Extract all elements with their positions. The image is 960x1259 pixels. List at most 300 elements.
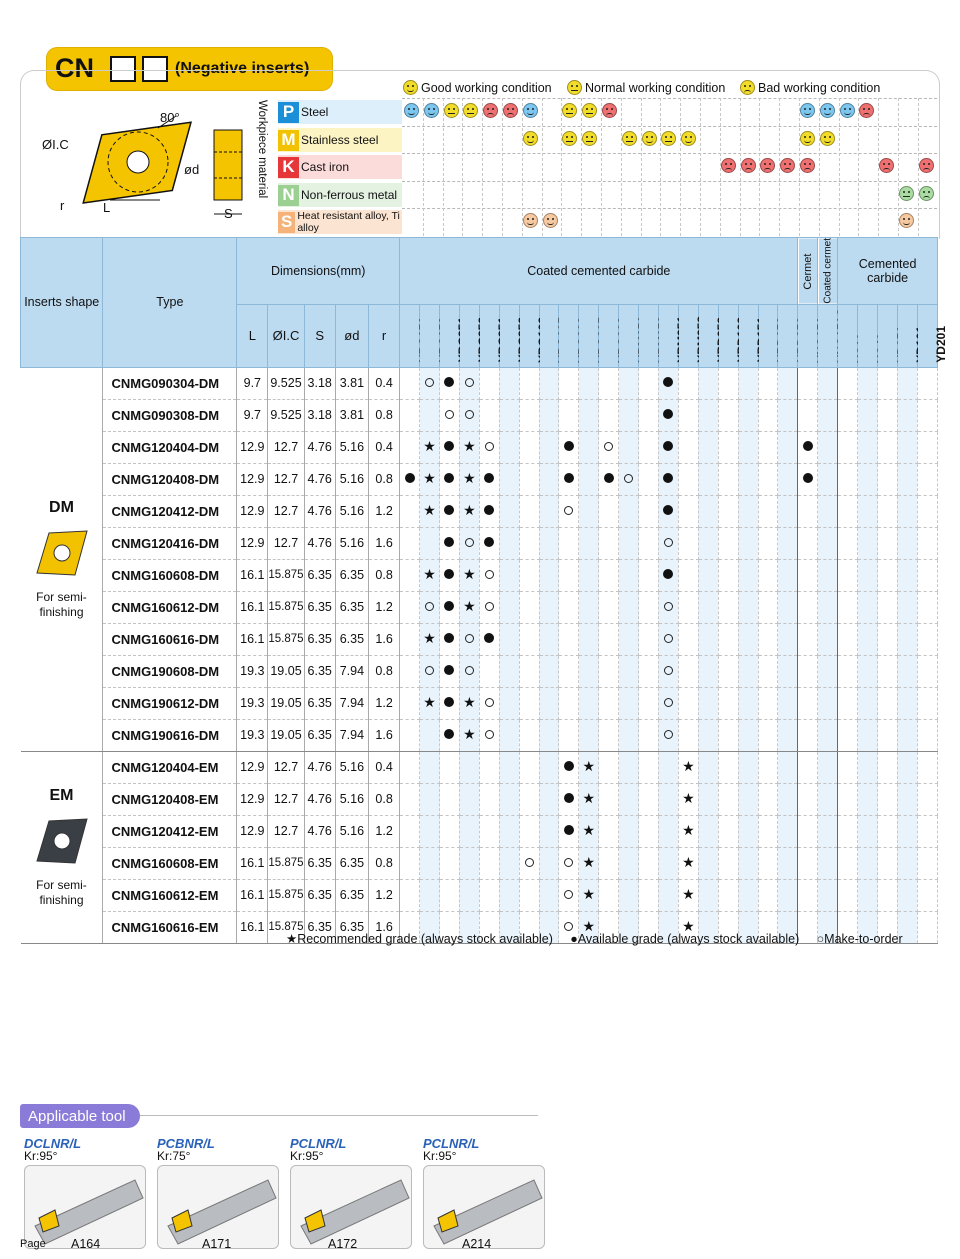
- grade-cell: [619, 431, 639, 463]
- grade-cell: [897, 847, 917, 879]
- make-to-order-circle-icon: [664, 602, 673, 611]
- table-row: [21, 783, 938, 815]
- S-label: S: [224, 206, 233, 221]
- dimension-value: 6.35: [304, 687, 335, 719]
- make-to-order-legend: ○Make-to-order: [816, 932, 903, 946]
- grade-cell: [559, 623, 579, 655]
- grade-cell: [639, 527, 659, 559]
- grade-cell: [818, 655, 838, 687]
- tool-page-ref[interactable]: A172: [328, 1237, 358, 1251]
- dimension-value: 5.16: [335, 527, 368, 559]
- recommended-star-icon: ★: [463, 470, 476, 487]
- grade-cell: [559, 815, 579, 847]
- grade-cell: [658, 495, 678, 527]
- grade-cell: [459, 719, 479, 751]
- recommended-star-icon: ★: [463, 726, 476, 743]
- grade-cell: [519, 687, 539, 719]
- grade-cell: [499, 751, 519, 783]
- grade-cell: [519, 399, 539, 431]
- grade-header: [579, 304, 599, 367]
- dimension-value: 1.6: [368, 719, 399, 751]
- grade-cell: [539, 879, 559, 911]
- insert-shape-em: [21, 751, 103, 943]
- grade-cell: [599, 623, 619, 655]
- recommended-star-icon: ★: [423, 470, 436, 487]
- grade-cell: [917, 783, 937, 815]
- dimension-value: 19.3: [237, 655, 268, 687]
- dimension-value: 12.7: [268, 495, 304, 527]
- grade-cell: [479, 655, 499, 687]
- shape-note: For semi-finishing: [36, 877, 87, 907]
- grade-cell: [778, 591, 798, 623]
- grade-cell: [639, 815, 659, 847]
- dimension-value: 6.35: [335, 591, 368, 623]
- tool-kr: Kr:95°: [423, 1149, 457, 1163]
- grade-cell: [838, 495, 858, 527]
- grade-cell: [440, 591, 460, 623]
- grade-cell: [400, 591, 420, 623]
- grade-cell: [400, 847, 420, 879]
- grade-cell: [678, 655, 698, 687]
- grade-cell: [459, 591, 479, 623]
- grade-cell: [420, 847, 440, 879]
- grade-cell: [738, 655, 758, 687]
- make-to-order-circle-icon: [465, 410, 474, 419]
- dimension-value: 15.875: [268, 879, 304, 911]
- grade-cell: [459, 399, 479, 431]
- grade-cell: [440, 527, 460, 559]
- grade-cell: [539, 431, 559, 463]
- grade-cell: [639, 655, 659, 687]
- grade-cell: [459, 431, 479, 463]
- grade-cell: [599, 847, 619, 879]
- insert-type: CNMG120412-EM: [103, 815, 237, 847]
- grade-cell: [639, 559, 659, 591]
- grade-cell: [778, 847, 798, 879]
- page-label: Page: [20, 1238, 46, 1250]
- good-face-icon: [523, 103, 538, 118]
- grade-cell: [459, 655, 479, 687]
- grade-cell: [519, 495, 539, 527]
- grade-cell: [440, 687, 460, 719]
- grade-cell: [858, 751, 878, 783]
- material-M: [278, 128, 402, 152]
- grade-cell: [619, 559, 639, 591]
- grade-cell: [459, 687, 479, 719]
- dimension-value: 16.1: [237, 591, 268, 623]
- dimension-value: 16.1: [237, 623, 268, 655]
- grade-cell: [798, 463, 818, 495]
- grade-cell: [559, 399, 579, 431]
- tool-kr: Kr:95°: [24, 1149, 58, 1163]
- grade-cell: [738, 495, 758, 527]
- grade-cell: [917, 431, 937, 463]
- available-dot-icon: [444, 729, 454, 739]
- grade-cell: [698, 719, 718, 751]
- grade-cell: [897, 719, 917, 751]
- grade-cell: [639, 783, 659, 815]
- tool-page-ref[interactable]: A171: [202, 1237, 232, 1251]
- dimension-value: 0.8: [368, 463, 399, 495]
- make-to-order-circle-icon: [465, 666, 474, 675]
- grade-cell: [858, 655, 878, 687]
- grade-cell: [479, 751, 499, 783]
- grade-cell: [619, 847, 639, 879]
- make-to-order-circle-icon: [485, 698, 494, 707]
- grade-cell: [878, 687, 898, 719]
- grade-cell: [897, 783, 917, 815]
- available-dot-icon: [444, 377, 454, 387]
- grade-cell: [579, 399, 599, 431]
- recommended-star-icon: ★: [463, 566, 476, 583]
- insert-type: CNMG120404-EM: [103, 751, 237, 783]
- grade-cell: [420, 463, 440, 495]
- insert-image: [29, 525, 93, 583]
- dimension-value: 12.7: [268, 527, 304, 559]
- grade-cell: [459, 623, 479, 655]
- grade-cell: [519, 623, 539, 655]
- grade-cell: [639, 367, 659, 399]
- grade-header: [738, 304, 758, 367]
- grade-cell: [738, 463, 758, 495]
- grade-cell: [539, 367, 559, 399]
- recommended-star-icon: ★: [682, 822, 695, 839]
- available-dot-icon: [564, 473, 574, 483]
- grade-cell: [499, 847, 519, 879]
- grade-header: [559, 304, 579, 367]
- dimension-value: 4.76: [304, 431, 335, 463]
- grade-header: [838, 304, 858, 367]
- insert-type: CNMG120416-DM: [103, 527, 237, 559]
- grade-cell: [897, 463, 917, 495]
- available-dot-icon: [564, 441, 574, 451]
- grade-cell: [698, 431, 718, 463]
- material-K: [278, 155, 402, 179]
- grade-cell: [499, 431, 519, 463]
- insert-type: CNMG090308-DM: [103, 399, 237, 431]
- grade-cell: [658, 367, 678, 399]
- grade-cell: [440, 463, 460, 495]
- grade-cell: [400, 815, 420, 847]
- dimension-value: 4.76: [304, 495, 335, 527]
- grade-cell: [718, 687, 738, 719]
- legend-bad-label: Bad working condition: [758, 80, 881, 95]
- grade-cell: [658, 687, 678, 719]
- grade-cell: [858, 559, 878, 591]
- grade-cell: [639, 719, 659, 751]
- material-letter-N: N: [278, 185, 299, 206]
- tool-name: PCLNR/L: [423, 1136, 480, 1151]
- grade-cell: [579, 527, 599, 559]
- dim-header: r: [368, 304, 399, 367]
- grade-cell: [897, 591, 917, 623]
- grade-cell: [678, 783, 698, 815]
- grade-cell: [499, 559, 519, 591]
- grade-cell: [559, 719, 579, 751]
- header-cermet: Cermet: [798, 238, 818, 305]
- grade-cell: [897, 431, 917, 463]
- dimension-value: 6.35: [304, 655, 335, 687]
- grade-cell: [440, 751, 460, 783]
- grade-header: [400, 304, 420, 367]
- grade-legend: [286, 931, 903, 946]
- grade-cell: [639, 687, 659, 719]
- dim-header: ød: [335, 304, 368, 367]
- grade-cell: [698, 495, 718, 527]
- grade-cell: [440, 655, 460, 687]
- grade-cell: [599, 367, 619, 399]
- grade-cell: [499, 687, 519, 719]
- grade-cell: [718, 815, 738, 847]
- grade-cell: [559, 879, 579, 911]
- grade-cell: [619, 783, 639, 815]
- grade-cell: [738, 527, 758, 559]
- dimension-value: 4.76: [304, 783, 335, 815]
- grade-cell: [599, 527, 619, 559]
- grade-cell: [738, 879, 758, 911]
- good-face-icon: [543, 213, 558, 228]
- material-name: Stainless steel: [301, 133, 379, 147]
- recommended-star-icon: ★: [423, 630, 436, 647]
- dimension-value: 12.9: [237, 751, 268, 783]
- tool-card[interactable]: [157, 1136, 277, 1249]
- dimension-value: 6.35: [304, 623, 335, 655]
- dimension-value: 3.81: [335, 367, 368, 399]
- available-legend: ●Available grade (always stock available): [570, 932, 800, 946]
- grade-cell: [878, 463, 898, 495]
- grade-cell: [619, 751, 639, 783]
- grade-cell: [838, 623, 858, 655]
- material-name: Heat resistant alloy, Ti alloy: [297, 210, 400, 234]
- grade-cell: [758, 879, 778, 911]
- tool-card[interactable]: [423, 1136, 543, 1249]
- material-name: Non-ferrous metal: [301, 188, 398, 202]
- dimension-value: 0.8: [368, 783, 399, 815]
- tool-card[interactable]: [24, 1136, 144, 1249]
- bad-face-icon: [503, 103, 518, 118]
- grade-cell: [479, 367, 499, 399]
- dimension-value: 16.1: [237, 911, 268, 943]
- grade-cell: [539, 623, 559, 655]
- dimension-value: 15.875: [268, 559, 304, 591]
- recommended-star-icon: ★: [463, 502, 476, 519]
- available-dot-icon: [604, 473, 614, 483]
- grade-cell: [858, 687, 878, 719]
- grade-cell: [838, 847, 858, 879]
- grade-cell: [440, 367, 460, 399]
- center-hole: [127, 151, 149, 173]
- grade-cell: [619, 687, 639, 719]
- grade-cell: [858, 495, 878, 527]
- grade-cell: [858, 879, 878, 911]
- grade-cell: [878, 815, 898, 847]
- recommended-star-icon: ★: [582, 886, 596, 903]
- grade-cell: [718, 783, 738, 815]
- grade-cell: [758, 783, 778, 815]
- available-dot-icon: [564, 761, 574, 771]
- grade-cell: [678, 815, 698, 847]
- grade-cell: [738, 815, 758, 847]
- dimension-value: 1.2: [368, 879, 399, 911]
- good-face-icon: [820, 131, 835, 146]
- recommended-star-icon: ★: [682, 854, 695, 871]
- grade-cell: [818, 783, 838, 815]
- dimension-value: 0.8: [368, 399, 399, 431]
- grade-cell: [499, 879, 519, 911]
- grade-cell: [858, 847, 878, 879]
- grade-cell: [599, 751, 619, 783]
- grade-cell: [420, 399, 440, 431]
- recommended-legend: ★Recommended grade (always stock available): [286, 932, 553, 946]
- recommended-star-icon: ★: [463, 438, 476, 455]
- grade-cell: [778, 559, 798, 591]
- tool-page-ref[interactable]: A164: [71, 1237, 101, 1251]
- grade-cell: [878, 431, 898, 463]
- material-letter-S: S: [278, 212, 295, 233]
- grade-cell: [698, 847, 718, 879]
- grade-cell: [738, 719, 758, 751]
- grade-cell: [459, 879, 479, 911]
- available-dot-icon: [484, 473, 494, 483]
- grade-cell: [519, 527, 539, 559]
- table-row: [21, 879, 938, 911]
- grade-cell: [878, 751, 898, 783]
- material-name: Cast iron: [301, 160, 350, 174]
- dimension-value: 6.35: [335, 911, 368, 943]
- grade-header: [718, 304, 738, 367]
- grade-cell: [479, 431, 499, 463]
- grade-cell: [838, 879, 858, 911]
- grade-cell: [559, 751, 579, 783]
- dimension-value: 1.2: [368, 591, 399, 623]
- dimension-value: 6.35: [335, 623, 368, 655]
- make-to-order-circle-icon: [664, 666, 673, 675]
- grade-cell: [459, 783, 479, 815]
- grade-cell: [838, 367, 858, 399]
- grade-cell: [838, 783, 858, 815]
- available-dot-icon: [444, 569, 454, 579]
- grade-cell: [718, 655, 738, 687]
- grade-cell: [519, 559, 539, 591]
- dimension-value: 5.16: [335, 431, 368, 463]
- grade-cell: [878, 591, 898, 623]
- grade-cell: [798, 687, 818, 719]
- header-type: Type: [103, 238, 237, 368]
- bad-face-icon: [721, 158, 736, 173]
- grade-cell: [897, 879, 917, 911]
- recommended-star-icon: ★: [682, 918, 695, 935]
- ic-label: ØI.C: [42, 137, 69, 152]
- grade-cell: [658, 783, 678, 815]
- grade-cell: [400, 655, 420, 687]
- grade-cell: [539, 815, 559, 847]
- dimension-value: 7.94: [335, 655, 368, 687]
- dimension-value: 12.7: [268, 815, 304, 847]
- tool-kr: Kr:95°: [290, 1149, 324, 1163]
- grade-cell: [400, 687, 420, 719]
- grade-cell: [400, 495, 420, 527]
- grade-cell: [798, 783, 818, 815]
- table-row: [21, 527, 938, 559]
- grade-cell: [440, 879, 460, 911]
- grade-cell: [619, 495, 639, 527]
- available-dot-icon: [444, 601, 454, 611]
- grade-cell: [420, 815, 440, 847]
- dimension-value: 12.9: [237, 495, 268, 527]
- grade-header: [778, 304, 798, 367]
- grade-cell: [479, 463, 499, 495]
- grade-cell: [599, 495, 619, 527]
- legend-good-label: Good working condition: [421, 80, 552, 95]
- available-dot-icon: [444, 537, 454, 547]
- grade-cell: [539, 527, 559, 559]
- grade-cell: [678, 847, 698, 879]
- grade-cell: [579, 847, 599, 879]
- grade-cell: [400, 367, 420, 399]
- available-dot-icon: [663, 473, 673, 483]
- grade-cell: [479, 623, 499, 655]
- table-row: [21, 719, 938, 751]
- tool-page-ref[interactable]: A214: [462, 1237, 492, 1251]
- grade-cell: [897, 623, 917, 655]
- grade-cell: [778, 655, 798, 687]
- grade-cell: [838, 463, 858, 495]
- grade-cell: [519, 719, 539, 751]
- grade-header: [858, 304, 878, 367]
- grade-cell: [499, 367, 519, 399]
- table-row: [21, 623, 938, 655]
- grade-cell: [599, 815, 619, 847]
- grade-cell: [758, 591, 778, 623]
- grade-cell: [778, 367, 798, 399]
- insert-type: CNMG120408-EM: [103, 783, 237, 815]
- grade-header: [798, 304, 818, 367]
- grade-cell: [778, 687, 798, 719]
- grade-cell: [798, 527, 818, 559]
- table-row: [21, 431, 938, 463]
- grade-cell: [917, 879, 937, 911]
- grade-header: [878, 304, 898, 367]
- workpiece-material-label: Workpiece material: [256, 100, 268, 199]
- grade-cell: [420, 367, 440, 399]
- grade-cell: [639, 431, 659, 463]
- grade-cell: [479, 783, 499, 815]
- recommended-star-icon: ★: [582, 918, 596, 935]
- material-N: [278, 183, 402, 207]
- grade-cell: [440, 495, 460, 527]
- grade-cell: [639, 399, 659, 431]
- grade-cell: [778, 815, 798, 847]
- recommended-star-icon: ★: [423, 502, 436, 519]
- grade-cell: [818, 431, 838, 463]
- grade-cell: [678, 431, 698, 463]
- dimension-value: 12.9: [237, 463, 268, 495]
- dimension-value: 12.9: [237, 783, 268, 815]
- grade-cell: [738, 751, 758, 783]
- grade-cell: [579, 751, 599, 783]
- dimension-value: 16.1: [237, 847, 268, 879]
- good-face-icon: [899, 213, 914, 228]
- grade-cell: [479, 399, 499, 431]
- grade-cell: [599, 719, 619, 751]
- grade-cell: [559, 463, 579, 495]
- grade-cell: [519, 751, 539, 783]
- grade-cell: [420, 495, 440, 527]
- grade-cell: [479, 847, 499, 879]
- dimension-value: 9.525: [268, 367, 304, 399]
- grade-cell: [838, 655, 858, 687]
- tool-card[interactable]: [290, 1136, 410, 1249]
